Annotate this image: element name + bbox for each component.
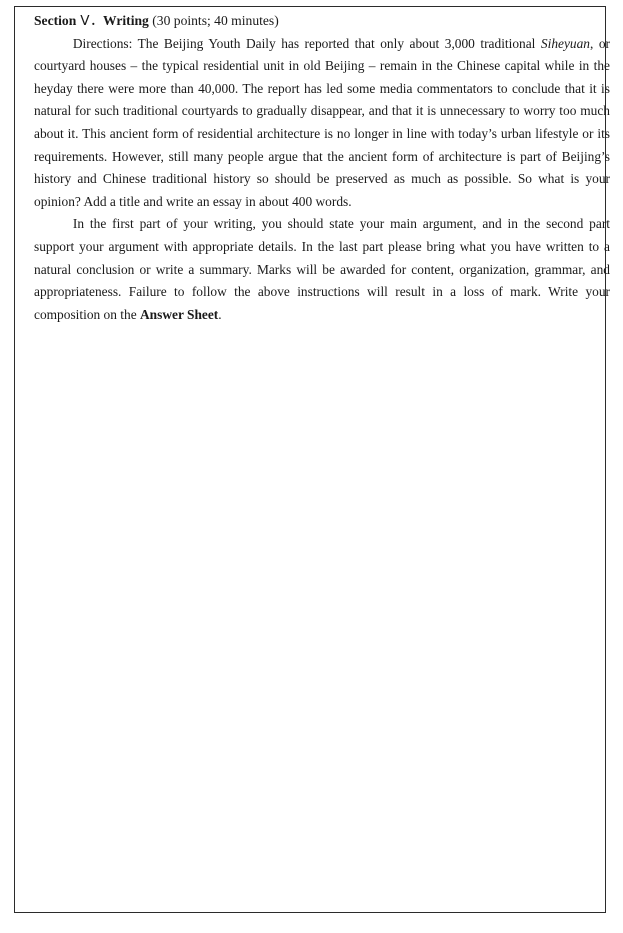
section-heading [34, 10, 610, 33]
answer-sheet-label: Answer Sheet [140, 306, 219, 322]
writing-section [34, 10, 610, 326]
section-meta: (30 points; 40 minutes) [152, 13, 279, 28]
directions-paragraph [34, 33, 610, 214]
section-dot: . [91, 13, 96, 28]
directions-text-1: Directions: The Beijing Youth Daily has reported that only about 3,000 traditional [72, 35, 541, 51]
instructions-text: In the first part of your writing, you should state your main argument, and in the second part support your argument with appropriate details. In the last part please bring what you have written to a natural conclusion or write a summary. Marks will be awarded for content, organization, grammar, and appropriateness. Failure to follow the above instructions will result in a loss of mark. Write your composition on the [34, 216, 610, 322]
directions-text-2: , or courtyard houses – the typical residential unit in old Beijing – remain in the Chinese capital while in the heyday there were more than 40,000. The report has led some media commentators to conclude that it is natural for such traditional courtyards to gradually disappear, and that it is unnecessary to worry too much about it. This ancient form of residential architecture is no longer in line with today’s urban lifestyle or its requirements. However, still many people argue that the ancient form of architecture is part of Beijing’s history and Chinese traditional history so should be preserved as much as possible. So what is your opinion? Add a title and write an essay in about 400 words. [34, 35, 610, 209]
instructions-paragraph [34, 213, 610, 326]
section-title: Writing [103, 13, 149, 28]
instructions-end: . [218, 306, 222, 322]
section-label: Section [34, 13, 77, 28]
section-number: V [80, 13, 90, 29]
siheyuan-term: Siheyuan [540, 35, 590, 51]
